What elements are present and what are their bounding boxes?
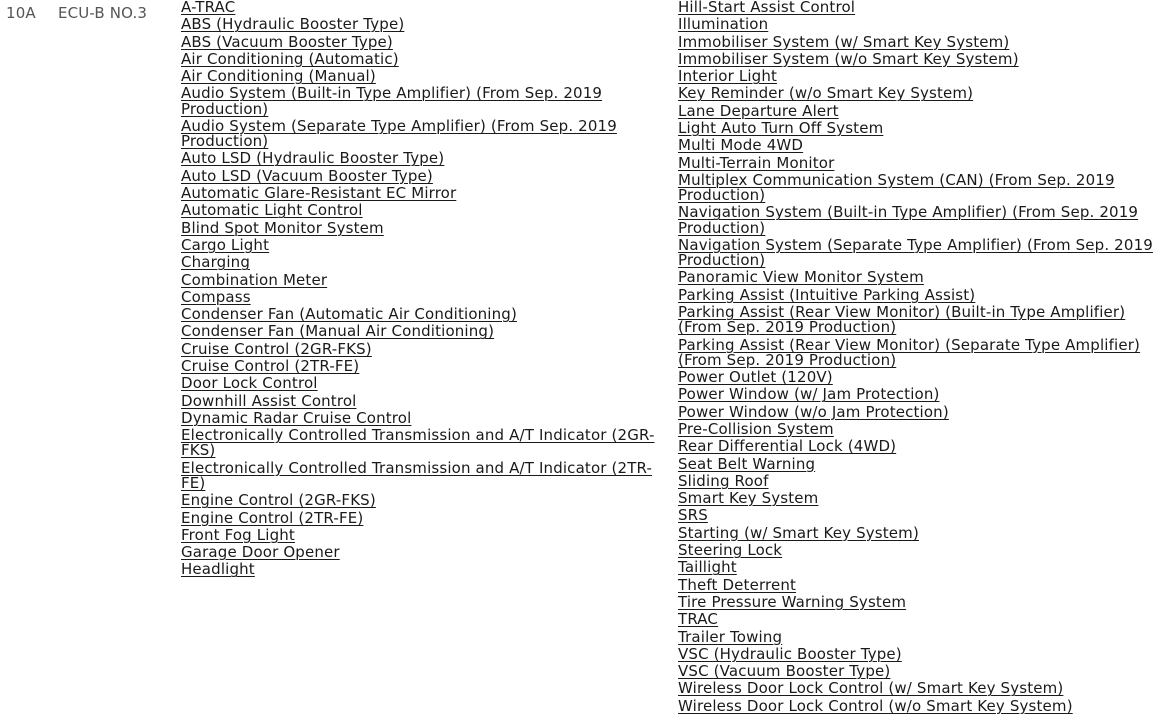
system-list-item [181, 562, 666, 577]
system-link[interactable]: Cruise Control (2GR-FKS) [181, 339, 372, 358]
system-link[interactable]: SRS [678, 506, 708, 525]
system-link[interactable]: VSC (Vacuum Booster Type) [678, 662, 891, 681]
system-list-item [678, 664, 1166, 679]
system-link[interactable]: Engine Control (2TR-FE) [181, 508, 364, 527]
system-list-item [181, 376, 666, 391]
system-list-item [678, 370, 1166, 385]
system-link[interactable]: Steering Lock [678, 541, 783, 560]
system-list-item [678, 335, 1166, 369]
system-list-item [678, 49, 1166, 68]
system-link[interactable]: Condenser Fan (Manual Air Conditioning) [181, 322, 495, 341]
system-list-item [181, 218, 666, 237]
system-link[interactable]: Tire Pressure Warning System [678, 592, 907, 611]
system-list-item [678, 387, 1166, 402]
system-link[interactable]: Panoramic View Monitor System [678, 268, 924, 287]
system-list-item [678, 454, 1166, 473]
system-link[interactable]: Parking Assist (Intuitive Parking Assist) [678, 285, 976, 304]
system-list-item [678, 153, 1166, 172]
system-list-item [678, 121, 1166, 136]
system-list-item [678, 138, 1166, 153]
system-link[interactable]: Electronically Controlled Transmission and A/T Indicator (2GR-FKS) [181, 426, 655, 460]
system-list-item [678, 696, 1166, 715]
system-link[interactable]: Navigation System (Built-in Type Amplifier) (From Sep. 2019 Production) [678, 203, 1139, 237]
system-link[interactable]: Auto LSD (Vacuum Booster Type) [181, 166, 433, 185]
system-list-item [678, 170, 1166, 205]
system-list-item [678, 439, 1166, 454]
system-list-item [181, 339, 666, 358]
system-list-item [181, 359, 666, 374]
system-link[interactable]: Rear Differential Lock (4WD) [678, 437, 897, 456]
system-list-item [678, 270, 1166, 285]
system-list-item [678, 471, 1166, 490]
system-list-item [678, 305, 1166, 335]
system-link[interactable]: Compass [181, 287, 251, 306]
system-list-item [678, 0, 1166, 15]
system-list-item [181, 287, 666, 306]
system-link[interactable]: Automatic Glare-Resistant EC Mirror [181, 184, 457, 203]
system-link[interactable]: Interior Light [678, 67, 778, 86]
system-list-item [678, 205, 1166, 235]
system-link[interactable]: Seat Belt Warning [678, 454, 816, 473]
system-link[interactable]: Pre-Collision System [678, 419, 834, 438]
system-link[interactable]: Dynamic Radar Cruise Control [181, 408, 412, 427]
system-list-item [181, 270, 666, 289]
system-link[interactable]: Light Auto Turn Off System [678, 119, 884, 138]
system-link[interactable]: Trailer Towing [678, 627, 783, 646]
system-list-item [181, 203, 666, 218]
system-list-item [181, 391, 666, 410]
system-link[interactable]: Immobiliser System (w/ Smart Key System) [678, 32, 1010, 51]
system-link[interactable]: Multi Mode 4WD [678, 136, 804, 155]
system-list-item [181, 408, 666, 427]
system-link[interactable]: Garage Door Opener [181, 543, 340, 562]
system-list-item [181, 428, 666, 458]
system-list-item [181, 525, 666, 544]
system-list-item [678, 32, 1166, 51]
system-link[interactable]: Combination Meter [181, 270, 328, 289]
fuse-name: ECU-B NO.3 [58, 4, 148, 22]
system-list-item [678, 681, 1166, 696]
related-systems-list-left [181, 0, 666, 580]
system-link[interactable]: Engine Control (2GR-FKS) [181, 491, 376, 510]
system-link[interactable]: Illumination [678, 15, 769, 34]
fuse-rating: 10A [6, 4, 36, 22]
system-link[interactable]: Downhill Assist Control [181, 391, 357, 410]
system-link[interactable]: Audio System (Built-in Type Amplifier) (From Sep. 2019 Production) [181, 84, 603, 118]
system-link[interactable]: TRAC [678, 610, 719, 629]
system-list-item [181, 49, 666, 68]
system-link[interactable]: Cruise Control (2TR-FE) [181, 357, 360, 376]
system-list-item [181, 255, 666, 270]
system-list-item [678, 17, 1166, 32]
system-link[interactable]: Immobiliser System (w/o Smart Key System) [678, 49, 1019, 68]
system-link[interactable]: Electronically Controlled Transmission and A/T Indicator (2TR-FE) [181, 458, 653, 492]
system-list-item [678, 101, 1166, 120]
system-link[interactable]: A-TRAC [181, 0, 236, 16]
system-link[interactable]: Audio System (Separate Type Amplifier) (From Sep. 2019 Production) [181, 116, 617, 151]
system-list-item [678, 612, 1166, 627]
system-link[interactable]: Auto LSD (Hydraulic Booster Type) [181, 149, 445, 168]
system-list-item [181, 86, 666, 116]
system-link[interactable]: Navigation System (Separate Type Amplifier) (From Sep. 2019 Production) [678, 235, 1153, 270]
system-link[interactable]: Power Window (w/ Jam Protection) [678, 385, 940, 404]
system-link[interactable]: Headlight [181, 560, 255, 579]
system-list-item [678, 69, 1166, 84]
system-link[interactable]: Theft Deterrent [678, 575, 797, 594]
system-link[interactable]: VSC (Hydraulic Booster Type) [678, 644, 902, 663]
system-link[interactable]: Charging [181, 253, 250, 272]
system-list-item [181, 166, 666, 185]
system-link[interactable]: Lane Departure Alert [678, 101, 839, 120]
system-list-item [678, 592, 1166, 611]
system-list-item [181, 508, 666, 527]
system-link[interactable]: Parking Assist (Rear View Monitor) (Built-in Type Amplifier) (From Sep. 2019 Production) [678, 303, 1126, 337]
system-list-item [181, 151, 666, 166]
system-list-item [678, 543, 1166, 558]
system-list-item [181, 69, 666, 84]
system-list-item [678, 235, 1166, 270]
system-list-item [181, 324, 666, 339]
system-list-item [181, 0, 666, 15]
system-list-item [678, 508, 1166, 523]
system-list-item [678, 523, 1166, 542]
system-link[interactable]: Smart Key System [678, 489, 819, 508]
system-list-item [181, 545, 666, 560]
system-link[interactable]: Starting (w/ Smart Key System) [678, 523, 919, 542]
system-link[interactable]: Key Reminder (w/o Smart Key System) [678, 84, 974, 103]
system-link[interactable]: Wireless Door Lock Control (w/o Smart Key System) [678, 696, 1073, 715]
system-list-item [181, 493, 666, 508]
system-link[interactable]: Sliding Roof [678, 471, 769, 490]
system-list-item [678, 491, 1166, 506]
system-list-item [678, 575, 1166, 594]
system-list-item [678, 285, 1166, 304]
system-link[interactable]: Cargo Light [181, 235, 270, 254]
system-list-item [678, 86, 1166, 101]
system-link[interactable]: Hill-Start Assist Control [678, 0, 856, 16]
system-link[interactable]: Blind Spot Monitor System [181, 218, 384, 237]
system-link[interactable]: Door Lock Control [181, 374, 318, 393]
system-link[interactable]: Power Outlet (120V) [678, 368, 833, 387]
system-link[interactable]: Wireless Door Lock Control (w/ Smart Key System) [678, 679, 1064, 698]
system-list-item [678, 419, 1166, 438]
system-link[interactable]: Taillight [678, 558, 737, 577]
system-link[interactable]: ABS (Hydraulic Booster Type) [181, 15, 405, 34]
system-link[interactable]: Front Fog Light [181, 525, 295, 544]
system-link[interactable]: Air Conditioning (Automatic) [181, 49, 399, 68]
system-link[interactable]: Condenser Fan (Automatic Air Conditioning) [181, 305, 517, 324]
related-systems-list-right [678, 0, 1166, 716]
system-list-item [678, 627, 1166, 646]
system-list-item [678, 560, 1166, 575]
system-list-item [181, 458, 666, 492]
system-link[interactable]: Multiplex Communication System (CAN) (From Sep. 2019 Production) [678, 170, 1115, 205]
system-link[interactable]: Air Conditioning (Manual) [181, 67, 376, 86]
system-list-item [181, 32, 666, 51]
system-list-item [181, 235, 666, 254]
system-list-item [181, 116, 666, 151]
system-link[interactable]: ABS (Vacuum Booster Type) [181, 32, 393, 51]
system-list-item [678, 644, 1166, 663]
system-list-item [678, 402, 1166, 421]
system-link[interactable]: Multi-Terrain Monitor [678, 153, 835, 172]
system-link[interactable]: Parking Assist (Rear View Monitor) (Separate Type Amplifier) (From Sep. 2019 Production) [678, 335, 1141, 369]
system-link[interactable]: Automatic Light Control [181, 201, 363, 220]
system-list-item [181, 186, 666, 201]
system-link[interactable]: Power Window (w/o Jam Protection) [678, 402, 949, 421]
system-list-item [181, 17, 666, 32]
system-list-item [181, 307, 666, 322]
